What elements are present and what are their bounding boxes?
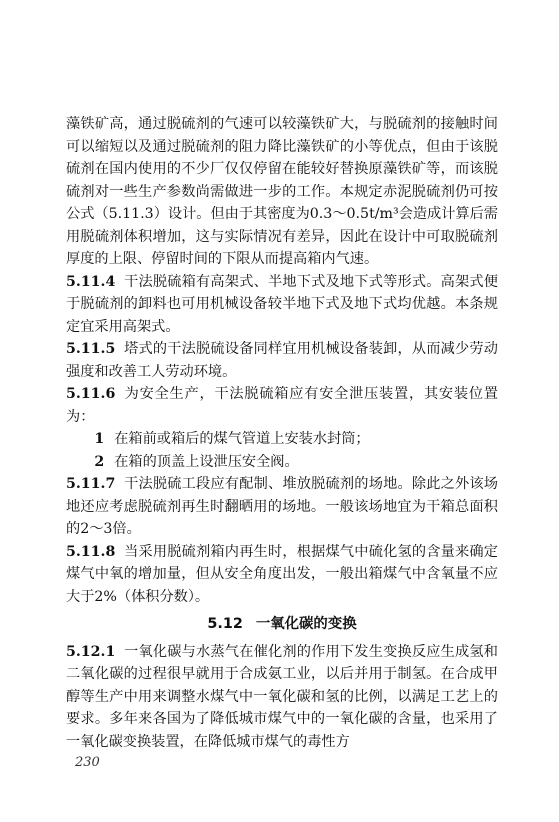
- list-item-number: 1: [94, 431, 105, 447]
- section-title: 一氧化碳的变换: [255, 616, 357, 632]
- clause-text: 为安全生产，干法脱硫箱应有安全泄压装置，其安装位置为：: [66, 386, 498, 425]
- clause-5-11-4: [66, 271, 498, 339]
- clause-number: 5.11.8: [66, 543, 116, 560]
- continued-paragraph: [66, 113, 498, 271]
- clause-5-11-6: [66, 383, 498, 428]
- list-item: [66, 451, 498, 474]
- clause-text: 当采用脱硫剂箱内再生时，根据煤气中硫化氢的含量来确定煤气中氧的增加量，但从安全角度出发，一般出箱煤气中含氧量不应大于2%（体积分数）。: [66, 543, 498, 605]
- section-heading: [66, 613, 498, 636]
- section-number: 5.12: [207, 616, 243, 632]
- clause-text: 塔式的干法脱硫设备同样宜用机械设备装卸，从而减少劳动强度和改善工人劳动环境。: [66, 341, 498, 380]
- clause-text: 一氧化碳与水蒸气在催化剂的作用下发生变换反应生成氢和二氧化碳的过程很早就用于合成氨工业，以后并用于制氢。在合成甲醇等生产中用来调整水煤气中一氧化碳和氢的比例，以满足工艺上的要求。多年来各国为了降低城市煤气中的一氧化碳的含量，也采用了一氧化碳变换装置，在降低城市煤气的毒性方: [66, 643, 498, 750]
- clause-5-11-5: [66, 338, 498, 383]
- clause-number: 5.11.7: [66, 476, 116, 492]
- page-number: 230: [75, 755, 100, 770]
- clause-5-12-1: [66, 641, 498, 754]
- clause-number: 5.11.4: [66, 273, 116, 290]
- clause-5-11-7: [66, 473, 498, 541]
- clause-text: 干法脱硫箱有高架式、半地下式及地下式等形式。高架式便于脱硫剂的卸料也可用机械设备较半地下式及地下式均优越。本条规定宜采用高架式。: [66, 273, 498, 335]
- list-item-number: 2: [94, 453, 105, 470]
- list-item-text: 在箱的顶盖上设泄压安全阀。: [114, 453, 299, 470]
- clause-5-11-8: [66, 541, 498, 609]
- clause-number: 5.11.5: [66, 341, 116, 357]
- clause-number: 5.12.1: [66, 643, 116, 660]
- list-item: [66, 428, 498, 451]
- body-text: [66, 113, 498, 753]
- clause-number: 5.11.6: [66, 386, 116, 402]
- paragraph-text: 藻铁矿高，通过脱硫剂的气速可以较藻铁矿大，与脱硫剂的接触时间可以缩短以及通过脱硫剂的阻力降比藻铁矿的小等优点，但由于该脱硫剂在国内使用的不少厂仅仅停留在能较好替换原藻铁矿等，而该脱硫剂对一些生产参数尚需做进一步的工作。本规定赤泥脱硫剂仍可按公式（5.11.3）设计。但由于其密度为0.3～0.5t/m³会造成计算后需用脱硫剂体积增加，这与实际情况有差异，因此在设计中可取脱硫剂厚度的上限、停留时间的下限从而提高箱内气速。: [66, 116, 498, 267]
- list-item-text: 在箱前或箱后的煤气管道上安装水封筒；: [114, 431, 370, 447]
- clause-text: 干法脱硫工段应有配制、堆放脱硫剂的场地。除此之外该场地还应考虑脱硫剂再生时翻晒用的场地。一般该场地宜为干箱总面积的2～3倍。: [66, 476, 498, 537]
